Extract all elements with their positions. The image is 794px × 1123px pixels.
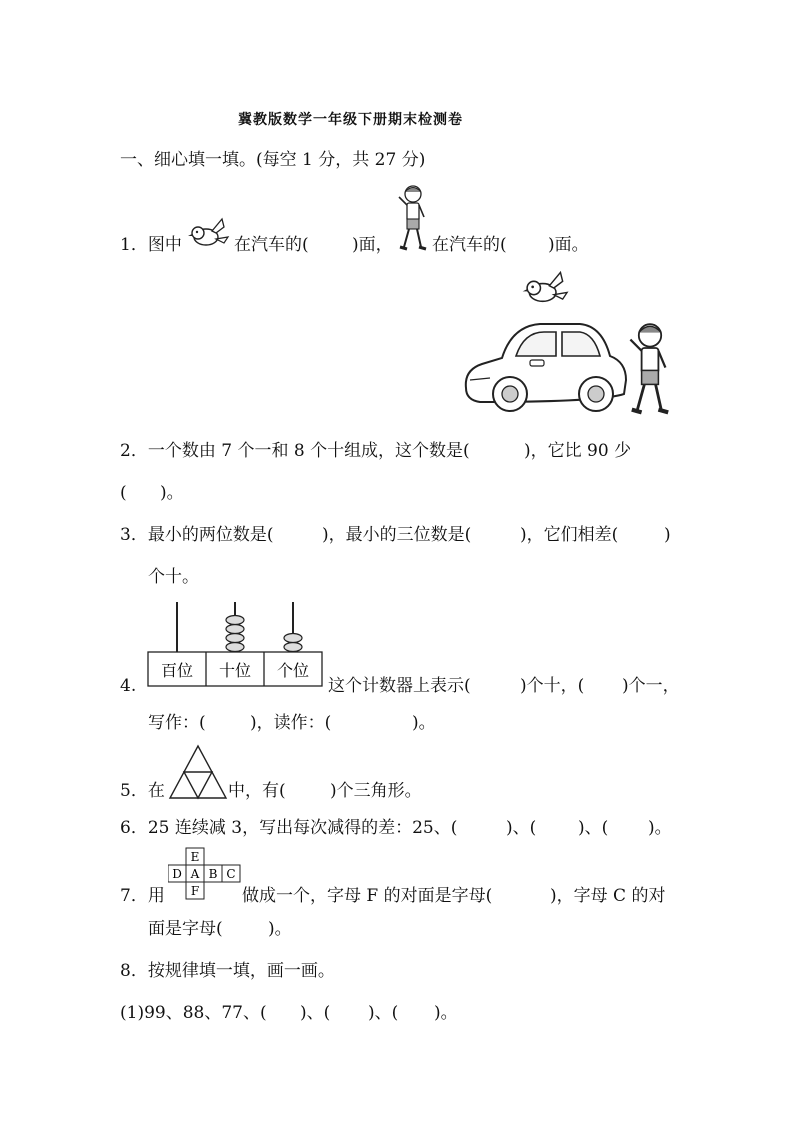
net-face-b: B	[208, 867, 218, 881]
q3-line1: 3．最小的两位数是(	[120, 525, 274, 545]
net-face-a: A	[190, 867, 200, 881]
net-face-bottom: F	[190, 884, 200, 898]
tens-beads	[226, 616, 244, 652]
car-icon	[460, 318, 630, 416]
q6-text-c: )、(	[578, 818, 609, 838]
q2-line2: (	[120, 483, 127, 503]
q3-line2: 个十。	[148, 567, 199, 587]
q5-text-c: )个三角形。	[330, 781, 422, 801]
q3-text-c: )，它们相差(	[520, 525, 619, 545]
q7-line2: 面是字母(	[148, 919, 223, 939]
abacus-bead	[284, 634, 302, 643]
q7-text-b: 做成一个，字母 F 的对面是字母(	[242, 886, 493, 906]
abacus-bead	[226, 634, 244, 643]
boy-icon	[626, 320, 674, 418]
q8-sub1c: )、(	[368, 1003, 399, 1023]
q4-text-a: 这个计数器上表示(	[328, 676, 471, 696]
q2-line1: 2．一个数由 7 个一和 8 个十组成，这个数是(	[120, 441, 470, 461]
q7-line2b: )。	[268, 919, 292, 939]
abacus-bead	[226, 643, 244, 652]
q8-sub1b: )、(	[300, 1003, 331, 1023]
q5-text-b: 中，有(	[228, 781, 286, 801]
q8-sub1d: )。	[434, 1003, 458, 1023]
q4-text-c: )个一，	[622, 676, 680, 696]
net-face-d: D	[172, 867, 182, 881]
ones-beads	[284, 634, 302, 652]
abacus-bead	[226, 625, 244, 634]
q8-sub1: (1)99、88、77、(	[120, 1003, 267, 1023]
q7-prefix: 7．用	[120, 886, 165, 906]
triangle-figure	[168, 744, 228, 800]
q4-line2b: )，读作：(	[250, 713, 332, 733]
q4-line2: 写作：(	[148, 713, 206, 733]
q3-text-b: )，最小的三位数是(	[322, 525, 472, 545]
q1-text-d: 在汽车的(	[432, 235, 507, 255]
section-heading: 一、细心填一填。(每空 1 分，共 27 分)	[120, 150, 426, 170]
abacus-bead	[226, 616, 244, 625]
page-title: 冀教版数学一年级下册期末检测卷	[238, 112, 463, 128]
abacus-label-ones: 个位	[276, 661, 310, 680]
q4-line2c: )。	[412, 713, 436, 733]
q1-text-b: 在汽车的(	[234, 235, 309, 255]
q2-line1b: )，它比 90 少	[524, 441, 632, 461]
q1-text-c: )面，	[352, 235, 393, 255]
q6-text-d: )。	[648, 818, 672, 838]
net-face-c: C	[226, 867, 236, 881]
net-face-top: E	[190, 850, 200, 864]
cube-net	[168, 846, 242, 902]
q7-text-c: )，字母 C 的对	[550, 886, 666, 906]
q4-number: 4.	[120, 676, 137, 696]
bird-icon	[520, 268, 572, 308]
q6-text-b: )、(	[506, 818, 537, 838]
q4-text-b: )个十，(	[520, 676, 585, 696]
q1-text-e: )面。	[548, 235, 589, 255]
q1-prefix: 1．图中	[120, 235, 182, 255]
abacus-bead	[284, 643, 302, 652]
abacus-label-hundreds: 百位	[160, 661, 194, 680]
abacus-counter	[146, 600, 326, 690]
abacus-label-tens: 十位	[218, 661, 252, 680]
bird-icon	[186, 215, 232, 251]
q2-line2b: )。	[160, 483, 184, 503]
q6-text-a: 6．25 连续减 3，写出每次减得的差：25、(	[120, 818, 458, 838]
q8-heading: 8．按规律填一填，画一画。	[120, 961, 335, 981]
q3-text-d: )	[664, 525, 671, 545]
boy-icon	[396, 183, 430, 253]
q5-prefix: 5．在	[120, 781, 165, 801]
